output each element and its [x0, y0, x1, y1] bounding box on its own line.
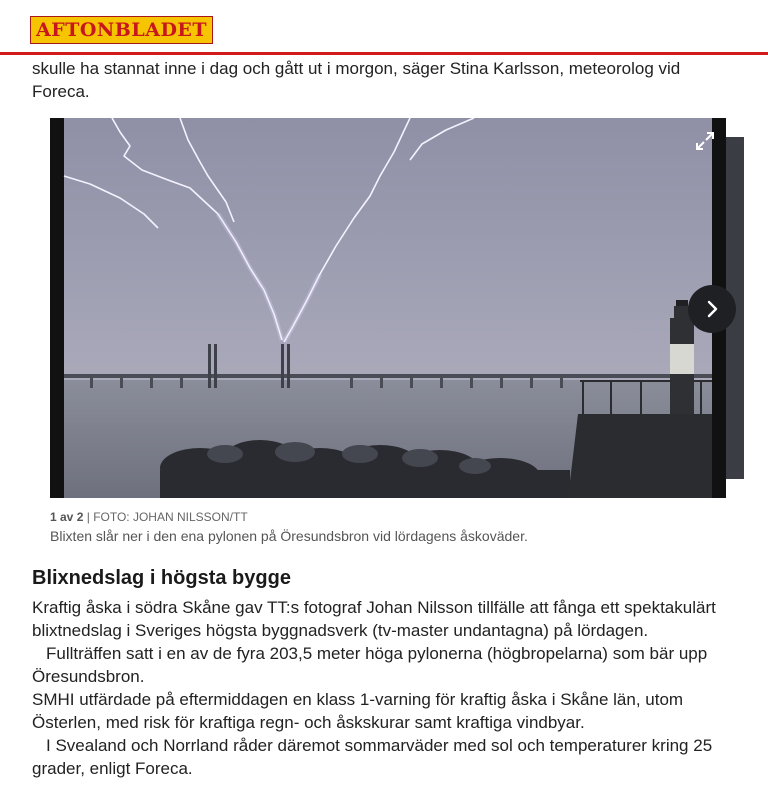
photo-credit: FOTO: JOHAN NILSSON/TT [93, 510, 248, 524]
expand-icon [694, 130, 716, 152]
body-paragraph: Fullträffen satt i en av de fyra 203,5 meter höga pylonerna (högbropelarna) som bär upp Öresundsbron. [32, 644, 708, 686]
image-caption: Blixten slår ner i den ena pylonen på Öresundsbron vid lördagens åskoväder. [50, 528, 528, 544]
image-caption-meta [50, 510, 248, 524]
body-paragraph: I Svealand och Norrland råder däremot sommarväder med sol och temperaturer kring 25 grader, enligt Foreca. [32, 736, 713, 778]
next-image-button[interactable] [688, 285, 736, 333]
article-body [32, 596, 744, 780]
section-heading: Blixnedslag i högsta bygge [32, 567, 291, 589]
lightning-photo [50, 118, 726, 498]
chevron-right-icon [702, 299, 722, 319]
expand-button[interactable] [694, 130, 716, 152]
image-gallery[interactable] [50, 118, 726, 498]
caption-separator: | [86, 510, 90, 524]
site-header [0, 0, 768, 55]
body-paragraph: SMHI utfärdade på eftermiddagen en klass 1-varning för kraftig åska i Skåne län, utom Österlen, med risk för kraftiga regn- och åskskurar samt kraftiga vindbyar. [32, 690, 684, 732]
aftonbladet-logo[interactable]: AFTONBLADET [30, 16, 213, 44]
lead-paragraph: skulle ha stannat inne i dag och gått ut i morgon, säger Stina Karlsson, meteorolog vid Foreca. [32, 59, 681, 101]
body-paragraph: Kraftig åska i södra Skåne gav TT:s fotograf Johan Nilsson tillfälle att fånga ett spektakulärt blixtnedslag i Sveriges högsta byggnadsverk (tv-master undantagna) på lördagen. [32, 598, 716, 640]
image-counter: 1 av 2 [50, 510, 84, 524]
